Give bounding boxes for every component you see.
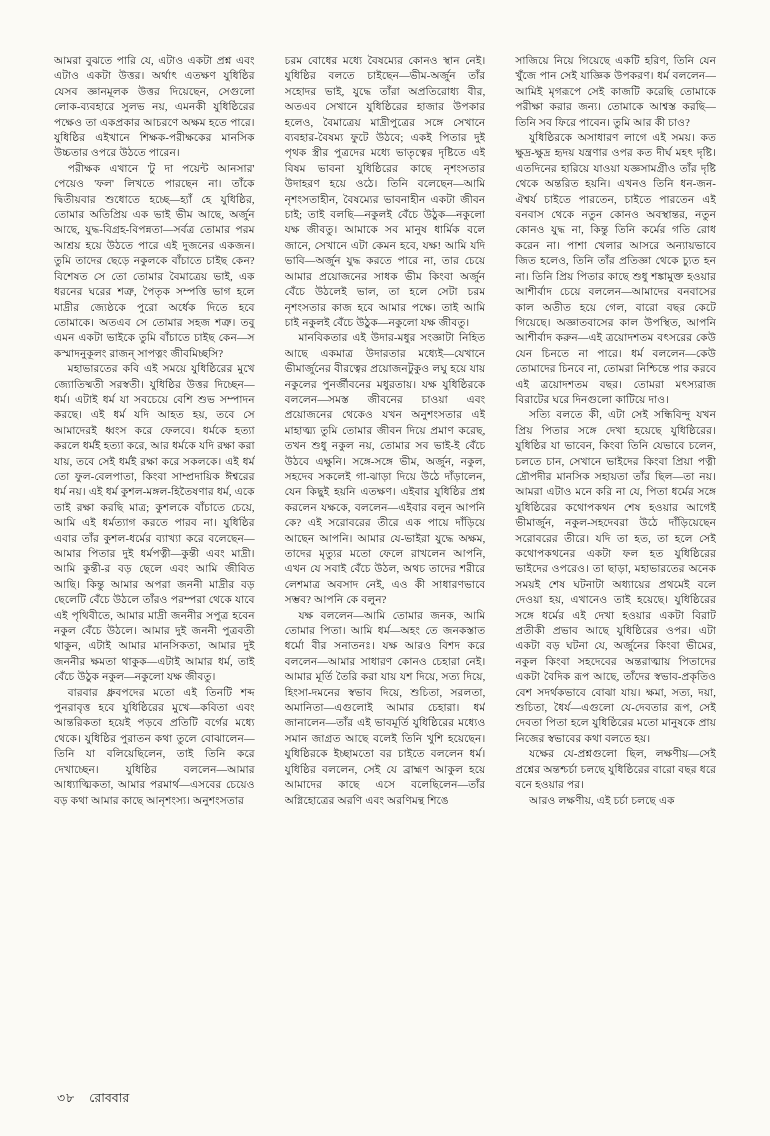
paragraph: যক্ষের যে-প্রশ্নগুলো ছিল, লক্ষণীয়—সেই প্রশ্নের অন্তশ্চর্চা চলছে যুধিষ্ঠিরের বারো বছর ধরে বনে হওয়ার পর।	[515, 749, 716, 792]
article-text-columns	[54, 54, 716, 1066]
text-column-left	[54, 54, 255, 1066]
paragraph: পরীক্ষক এখানে 'টু দা পয়েন্ট আনসার' পেয়েও 'ফল' লিখতে পারছেন না। তাঁকে দ্বিতীয়বার শুধোতে হচ্ছে—হ্যাঁ হে যুধিষ্ঠির, তোমার অতিপ্রিয় এক ভাই ভীম আছে, অর্জুন আছে, যুদ্ধ-বিগ্রহ-বিপন্নতা—সর্বত্র তোমার পরম আশ্রয় হয়ে উঠতে পারে এই দুজনের একজন। তুমি তাদের ছেড়ে নকুলকে বাঁচাতে চাইছ কেন? বিশেষত সে তো তোমার বৈমাত্রেয় ভাই, এক ধরনের ঘরের শত্রু, পৈতৃক সম্পত্তি ভাগ হলে মাদ্রীর জ্যেষ্ঠকে পুরো অর্ধেক দিতে হবে তোমাকে। অতএব সে তোমার সহজ শত্রু। তবু এমন একটা ভাইকে তুমি বাঁচাতে চাইছ কেন—স কস্মাদনুকূলং রাজন্ সাপত্নং জীবমিচ্ছসি?	[54, 163, 255, 360]
paragraph: বারবার ধ্রুবপদের মতো এই তিনটি শব্দ পুনরাবৃত্ত হবে যুধিষ্ঠিরের মুখে—কবিতা এবং আন্তরিকতা হয়েই পড়বে প্রতিটি বর্গের মধ্যে থেকে। যুধিষ্ঠির পুরাতন কথা তুলে বোঝালেন—তিনি যা বলিয়েছিলেন, তাই তিনি করে দেখাচ্ছেন। যুধিষ্ঠির বললেন—আমার আধ্যাত্মিকতা, আমার পরমার্থ—এসবের চেয়েও বড় কথা আমার কাছে আনৃশংস্য। অনুশংসতার	[54, 687, 255, 807]
page-footer	[57, 1090, 129, 1110]
paragraph: আমরা বুঝতে পারি যে, এটাও একটা প্রশ্ন এবং এটাও একটা উত্তর। অর্থাৎ এতক্ষণ যুধিষ্ঠির যেসব জ্ঞানমূলক উত্তর দিয়েছেন, সেগুলো লোক-ব্যবহারে সুলভ নয়, এমনকী যুধিষ্ঠিরের পক্ষেও তা একপ্রকার আচরণে অক্ষম হতে পারে। যুধিষ্ঠির এইখানে শিক্ষক-পরীক্ষকের মানসিক উচ্চতার ওপরে উঠতে পারেন।	[54, 56, 255, 160]
paragraph: সাজিয়ে নিয়ে গিয়েছে একটি হরিণ, তিনি যেন খুঁজে পান সেই যাজ্ঞিক উপকরণ। ধর্ম বললেন—আমিই মৃগরূপে সেই কাজটি করেছি তোমাকে পরীক্ষা করার জন্য। তোমাকে আশ্বস্ত করছি—তিনি সব ফিরে পাবেন। তুমি আর কী চাও?	[515, 56, 716, 129]
magazine-name: রোববার	[89, 1091, 130, 1105]
paragraph: চরম বোধের মধ্যে বৈষম্যের কোনও স্থান নেই। যুধিষ্ঠির বলতে চাইছেন—ভীম-অর্জুন তাঁর সহোদর ভাই, যুদ্ধে তাঁরা অপ্রতিরোধ্য বীর, অতএব সেখানে যুধিষ্ঠিরের হাজার উপকার হলেও, বৈমাত্রেয় মাদ্রীপুত্রের সঙ্গে সেখানে ব্যবহার-বৈষম্য ফুটে উঠবে; একই পিতার দুই পৃথক স্ত্রীর পুত্রদের মধ্যে ভাতৃত্বের দৃষ্টিতে এই বিষম ভাবনা যুধিষ্ঠিরের কাছে নৃশংসতার উদাহরণ হয়ে ওঠে। তিনি বলেছেন—আমি নৃশংসতাহীন, বৈষম্যের ভাবনাহীন একটা জীবন চাই; তাই বলছি—নকুলই বেঁচে উঠুক—নকুলো যক্ষ জীবতু। আমাকে সব মানুষ ধার্মিক বলে জানে, সেখানে এটা কেমন হবে, যক্ষ! আমি যদি ভাবি—অর্জুন যুদ্ধ করতে পারে না, তার চেয়ে আমার প্রয়োজনের সাধক ভীম কিংবা অর্জুন বেঁচে উঠলেই ভাল, তা হলে সেটা চরম নৃশংসতার কাজ হবে আমার পক্ষে। তাই আমি চাই নকুলই বেঁচে উঠুক—নকুলো যক্ষ জীবতু।	[284, 56, 486, 329]
text-column-right	[515, 54, 716, 1066]
text-column-middle	[285, 54, 486, 1066]
paragraph: সত্যি বলতে কী, এটা সেই সন্ধিবিন্দু যখন প্রিয় পিতার সঙ্গে দেখা হয়েছে যুধিষ্ঠিরের। যুধিষ্ঠির যা ভাবেন, কিংবা তিনি যেভাবে চলেন, চলতে চান, সেখানে ভাইদের কিংবা প্রিয়া পত্নী দ্রৌপদীর মানসিক সহায়তা তাঁর ছিল—তা নয়। আমরা এটাও মনে করি না যে, পিতা ধর্মের সঙ্গে যুধিষ্ঠিরের কথোপকথন শেষ হওয়ার আগেই ভীমার্জুন, নকুল-সহদেবরা উঠে দাঁড়িয়েছেন সরোবরের তীরে। যদি তা হত, তা হলে সেই কথোপকথনের একটা ফল হত যুধিষ্ঠিরের ভাইদের ওপরেও। তা ছাড়া, মহাভারতের অনেক সময়ই শেষ ঘটনাটা অধ্যায়ের প্রথমেই বলে দেওয়া হয়, এখানেও তাই হয়েছে। যুধিষ্ঠিরের সঙ্গে ধর্মের এই দেখা হওয়ার একটা বিরাট প্রতীকী প্রভাব আছে যুধিষ্ঠিরের ওপর। এটা একটা বড় ঘটনা যে, অর্জুনের কিংবা ভীমের, নকুল কিংবা সহদেবের অন্তরাত্মায় পিতাদের একটা বৈদিক রূপ আছে, তাঁদের স্বভাব-প্রকৃতিও বেশ সদর্থকভাবে বোঝা যায়। ক্ষমা, সত্য, দয়া, শুচিতা, ধৈর্য—এগুলো যে-দেবতার রূপ, সেই দেবতা পিতা হলে যুধিষ্ঠিরের মতো মানুষকে প্রায় নিজের স্বভাবের কথা বলতে হয়।	[515, 410, 716, 745]
paragraph: আরও লক্ষণীয়, এই চর্চা চলছে এক	[529, 795, 675, 807]
paragraph: যুধিষ্ঠিরকে অসাধারণ লাগে এই সময়। কত ক্ষুদ্র-ক্ষুদ্র হৃদয় যন্ত্রণার ওপর কত দীর্ঘ মহৎ দৃষ্টি। এতদিনের হারিয়ে যাওয়া যজ্ঞসামগ্রীও তাঁর দৃষ্টি থেকে অন্তরিত হয়নি। এখনও তিনি ধন-জন-ঐশ্বর্য চাইতে পারতেন, চাইতে পারতেন এই বনবাস থেকে নতুন কোনও অবস্থান্তর, নতুন কোনও যুদ্ধ না, কিন্তু তিনি কর্মের গতি রোধ করেন না। পাশা খেলার আসরে অন্যায়ভাবে জিত হলেও, তিনি তাঁর প্রতিজ্ঞা থেকে চ্যুত হন না। তিনি প্রিয় পিতার কাছে শুধু শঙ্কামুক্ত হওয়ার আশীর্বাদ চেয়ে বললেন—আমাদের বনবাসের কাল অতীত হয়ে গেল, বারো বছর কেটে গিয়েছে। অজ্ঞাতবাসের কাল উপস্থিত, আপনি আশীর্বাদ করুন—এই ত্রয়োদশতম বৎসরের কেউ যেন চিনতে না পারে। ধর্ম বললেন—কেউ তোমাদের চিনবে না, তোমরা নিশ্চিন্তে পার করবে এই ত্রয়োদশতম বছর। তোমরা মৎস্যরাজ বিরাটের ঘরে দিনগুলো কাটিয়ে দাও।	[515, 133, 716, 406]
paragraph: যক্ষ বললেন—আমি তোমার জনক, আমি তোমার পিতা। আমি ধর্ম—অহং তে জনকস্তাত ধর্মো বীর সনাতনঃ। যক্ষ আরও বিশদ করে বললেন—আমার সাধারণ কোনও চেহারা নেই। আমার মূর্তি তৈরি করা যায় যশ দিয়ে, সত্য দিয়ে, হিংসা-দমনের স্বভাব দিয়ে, শুচিতা, সরলতা, অমানিতা—এগুলোই আমার চেহারা। ধর্ম জানালেন—তাঁর এই ভাবমূর্তি যুধিষ্ঠিরের মধ্যেও সমান জাগ্রত আছে বলেই তিনি খুশি হয়েছেন। যুধিষ্ঠিরকে ইচ্ছামতো বর চাইতে বললেন ধর্ম। যুধিষ্ঠির বললেন, সেই যে ব্রাহ্মণ আকুল হয়ে আমাদের কাছে এসে বলেছিলেন—তাঁর অগ্নিহোত্রের অরণি এবং অরণিমন্থ শিঙে	[284, 610, 486, 807]
paragraph: মহাভারতের কবি এই সময়ে যুধিষ্ঠিরের মুখে জ্যোতিষ্মতী সরস্বতী। যুধিষ্ঠির উত্তর দিচ্ছেন—ধর্ম। এটাই ধর্ম যা সবচেয়ে বেশি শুভ সম্পাদন করছে। এই ধর্ম যদি আহত হয়, তবে সে আমাদেরই ধ্বংস করে ফেলবে। ধর্মকে হত্যা করলে ধর্মই হত্যা করে, আর ধর্মকে যদি রক্ষা করা যায়, তবে সেই ধর্মই রক্ষা করে সকলকে। এই ধর্ম তো ফুল-বেলপাতা, কিংবা সাম্প্রদায়িক ঈশ্বরের ধর্ম নয়। এই ধর্ম কুশল-মঙ্গল-হিতৈষণার ধর্ম, একে তাই রক্ষা করছি মাত্র; কুশলকে বাঁচাতে চেয়ে, আমি এই ধর্মত্যাগ করতে পারব না। যুধিষ্ঠির এবার তাঁর কুশল-ধর্মের ব্যাখ্যা করে বলেছেন—আমার পিতার দুই ধর্মপত্নী—কুন্তী এবং মাদ্রী। আমি কুন্তী-র বড় ছেলে এবং আমি জীবিত আছি। কিন্তু আমার অপরা জননী মাদ্রীর বড় ছেলেটি বেঁচে উঠলে তাঁরও পরম্পরা থেকে যাবে এই পৃথিবীতে, আমার মাদ্রী জননীর সপুত্র হবেন নকুল বেঁচে উঠলে। আমার দুই জননী পুত্রবতী থাকুন, এটাই আমার মানসিকতা, আমার দুই জননীর ক্ষমতা থাকুক—এটাই আমার ধর্ম, তাই বেঁচে উঠুক নকুল—নকুলো যক্ষ জীবতু।	[54, 364, 255, 684]
page-number: ৩৮	[57, 1091, 76, 1105]
paragraph: মানবিকতার এই উদার-মধুর সংজ্ঞাটা নিহিত আছে একমাত্র উদারতার মধ্যেই—যেখানে ভীমার্জুনের বীরত্বের প্রয়োজনটুকুও লঘু হয়ে যায় নকুলের পুনর্জীবনের মধুরতায়। যক্ষ যুধিষ্ঠিরকে বললেন—সমস্ত জীবনের চাওয়া এবং প্রয়োজনের থেকেও যখন অনুশংসতার এই মাহাত্ম্য তুমি তোমার জীবন দিয়ে প্রমাণ করেছ, তখন শুধু নকুল নয়, তোমার সব ভাই-ই বেঁচে উঠবে এক্ষুনি। সঙ্গে-সঙ্গে ভীম, অর্জুন, নকুল, সহদেব সকলেই গা-ঝাড়া দিয়ে উঠে দাঁড়ালেন, যেন কিছুই হয়নি এতক্ষণ। এইবার যুধিষ্ঠির প্রশ্ন করলেন যক্ষকে, বললেন—এইবার বলুন আপনি কে? এই সরোবরের তীরে এক পায়ে দাঁড়িয়ে আছেন আপনি। আমার যে-ভাইরা যুদ্ধে অক্ষম, তাদের মৃত্যুর মতো ফেলে রাখলেন আপনি, এখন যে সবাই বেঁচে উঠল, অথচ তাদের শরীরে লেশমাত্র অবসাদ নেই, এও কী সাধারণভাবে সম্ভব? আপনি কে বলুন?	[284, 333, 486, 607]
